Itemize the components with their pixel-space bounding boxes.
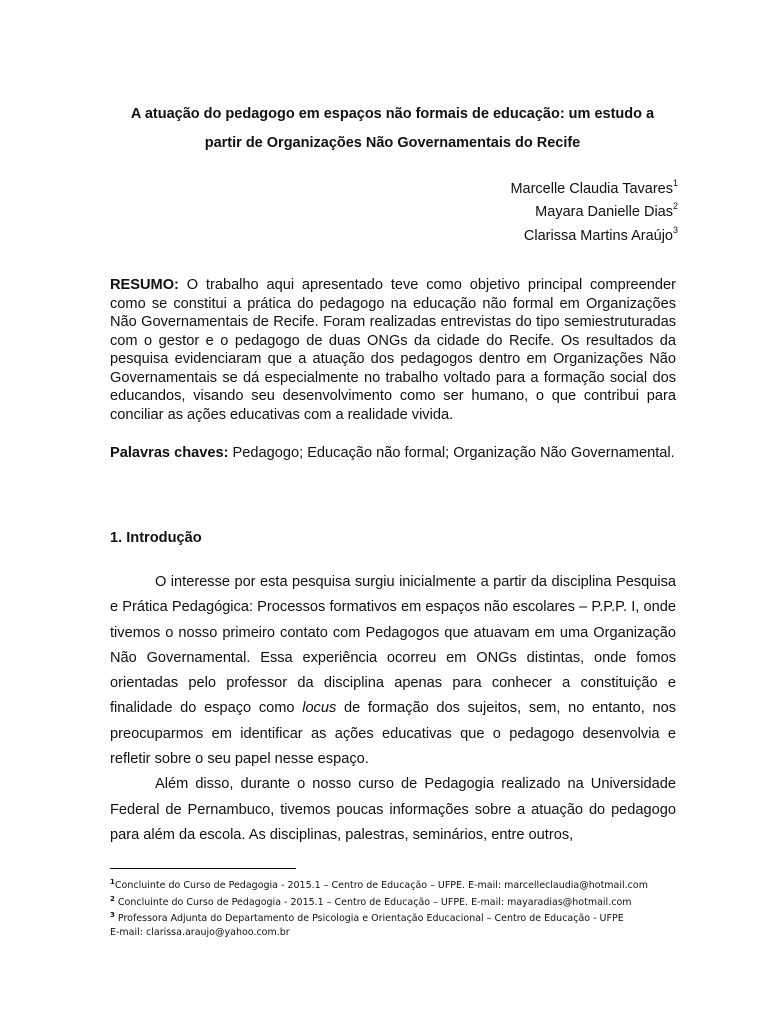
footnote-3-email: [110, 926, 710, 940]
paragraph-1: [110, 570, 676, 772]
abstract-label: RESUMO:: [110, 277, 179, 293]
footnote-ref: 1: [672, 178, 678, 188]
footnotes: [110, 876, 710, 939]
keywords-text: Pedagogo; Educação não formal; Organização Não Governamental.: [232, 445, 675, 461]
paper-title: [100, 100, 685, 158]
abstract-text: O trabalho aqui apresentado teve como objetivo principal compreender como se constitui a prática do pedagogo na educação não formal em Organizações Não Governamentais de Recife. Foram realizadas entrevistas do tipo semiestruturadas com o gestor e o pedagogo de duas ONGs da cidade do Recife. Os resultados da pesquisa evidenciaram que a atuação dos pedagogos dentro em Organizações Não Governamentais se dá especialmente no trabalho voltado para a formação social dos educandos, visando seu desenvolvimento como ser humano, o que contribui para conciliar as ações educativas com a realidade vivida.: [110, 277, 677, 423]
body-text: [110, 570, 676, 848]
section-heading-introduction: 1. Introdução: [110, 530, 202, 546]
keywords: [110, 444, 676, 463]
paper-title-line-2: partir de Organizações Não Governamentais do Recife: [204, 135, 581, 151]
footnote-2: [110, 893, 710, 910]
abstract: [110, 276, 676, 424]
paper-title-line-1: A atuação do pedagogo em espaços não formais de educação: um estudo a: [130, 106, 655, 122]
footnote-mark: 2: [110, 894, 115, 903]
italic-term: locus: [302, 700, 337, 717]
footnote-divider: [110, 868, 296, 869]
author-1: [510, 175, 678, 198]
author-name: Mayara Danielle Dias: [535, 204, 673, 221]
footnote-text: Professora Adjunta do Departamento de Psicologia e Orientação Educacional – Centro de Educação - UFPE: [114, 913, 624, 925]
author-2: [510, 198, 678, 221]
footnote-1: [110, 876, 710, 893]
author-list: [510, 175, 678, 245]
footnote-ref: 2: [672, 201, 678, 212]
author-name: Clarissa Martins Araújo: [523, 227, 673, 244]
paragraph-1-text-a: O interesse por esta pesquisa surgiu inicialmente a partir da disciplina Pesquisa e Prática Pedagógica: Processos formativos em espaços não escolares – P.P.P. I, onde tivemos o nosso primeiro contato com Pedagogos que atuavam em uma Organização Não Governamental. Essa experiência ocorreu em ONGs distintas, onde fomos orientadas pelo professor da disciplina apenas para conhecer a constituição e finalidade do espaço como: [110, 574, 676, 717]
footnote-3: [110, 909, 710, 926]
paragraph-2: Além disso, durante o nosso curso de Pedagogia realizado na Universidade Federal de Pernambuco, tivemos poucas informações sobre a atuação do pedagogo para além da escola. As disciplinas, palestras, seminários, entre outros,: [110, 776, 676, 843]
keywords-label: Palavras chaves:: [110, 445, 229, 461]
author-3: [510, 222, 678, 245]
paragraph-1-text-b: de formação dos sujeitos, sem, no entanto, nos preocuparmos em identificar as ações educativas que o pedagogo desenvolvia e refletir sobre o seu papel nesse espaço.: [110, 700, 676, 768]
footnote-mark: 1: [110, 878, 115, 886]
footnote-text: Concluinte do Curso de Pedagogia - 2015.1 – Centro de Educação – UFPE. E-mail: marcelleclaudia@hotmail.com: [114, 880, 648, 892]
footnote-text: Concluinte do Curso de Pedagogia - 2015.1 – Centro de Educação – UFPE. E-mail: mayaradias@hotmail.com: [114, 896, 632, 908]
footnote-mark: 3: [110, 911, 115, 920]
footnote-ref: 3: [672, 224, 678, 235]
author-name: Marcelle Claudia Tavares: [510, 180, 673, 197]
footnote-text: E-mail: clarissa.araujo@yahoo.com.br: [110, 926, 290, 938]
